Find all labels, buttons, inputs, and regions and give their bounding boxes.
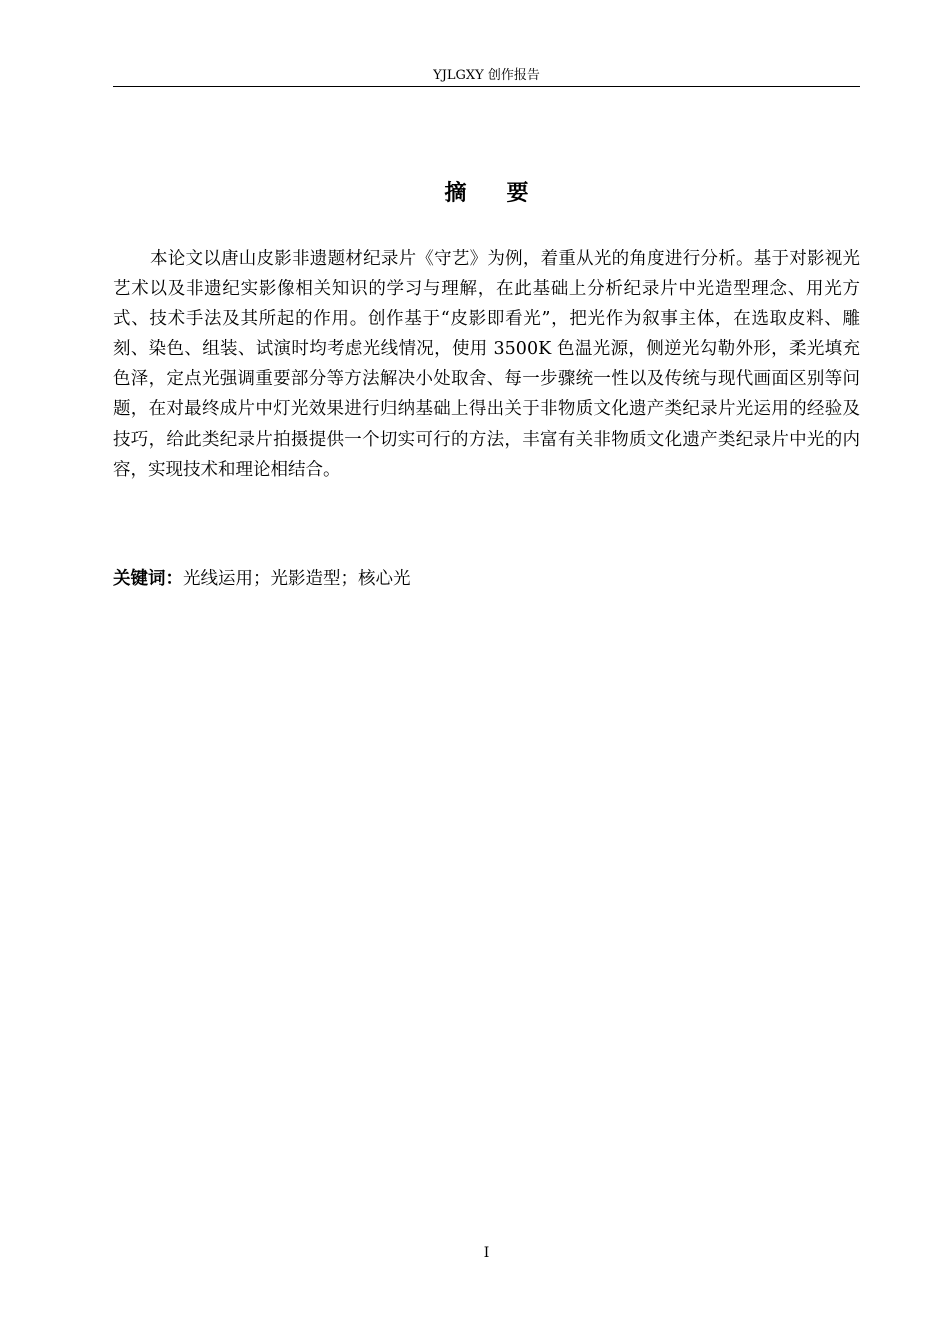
abstract-paragraph: 本论文以唐山皮影非遗题材纪录片《守艺》为例，着重从光的角度进行分析。基于对影视光艺术以及非遗纪实影像相关知识的学习与理解，在此基础上分析纪录片中光造型理念、用光方式、技术手法及其所起的作用。创作基于“皮影即看光”，把光作为叙事主体，在选取皮料、雕刻、染色、组装、试演时均考虑光线情况，使用 3500K 色温光源，侧逆光勾勒外形，柔光填充色泽，定点光强调重要部分等方法解决小处取舍、每一步骤统一性以及传统与现代画面区别等问题，在对最终成片中灯光效果进行归纳基础上得出关于非物质文化遗产类纪录片光运用的经验及技巧，给此类纪录片拍摄提供一个切实可行的方法，丰富有关非物质文化遗产类纪录片中光的内容，实现技术和理论相结合。 — [113, 249, 860, 480]
abstract-title: 摘要 — [444, 181, 569, 206]
keywords-label: 关键词： — [113, 569, 183, 589]
keywords-line — [113, 565, 860, 593]
page-number: I — [483, 1245, 490, 1261]
header-rule — [113, 86, 860, 87]
running-header: YJLGXY 创作报告 — [433, 68, 540, 83]
keywords-value: 光线运用；光影造型；核心光 — [183, 569, 411, 589]
